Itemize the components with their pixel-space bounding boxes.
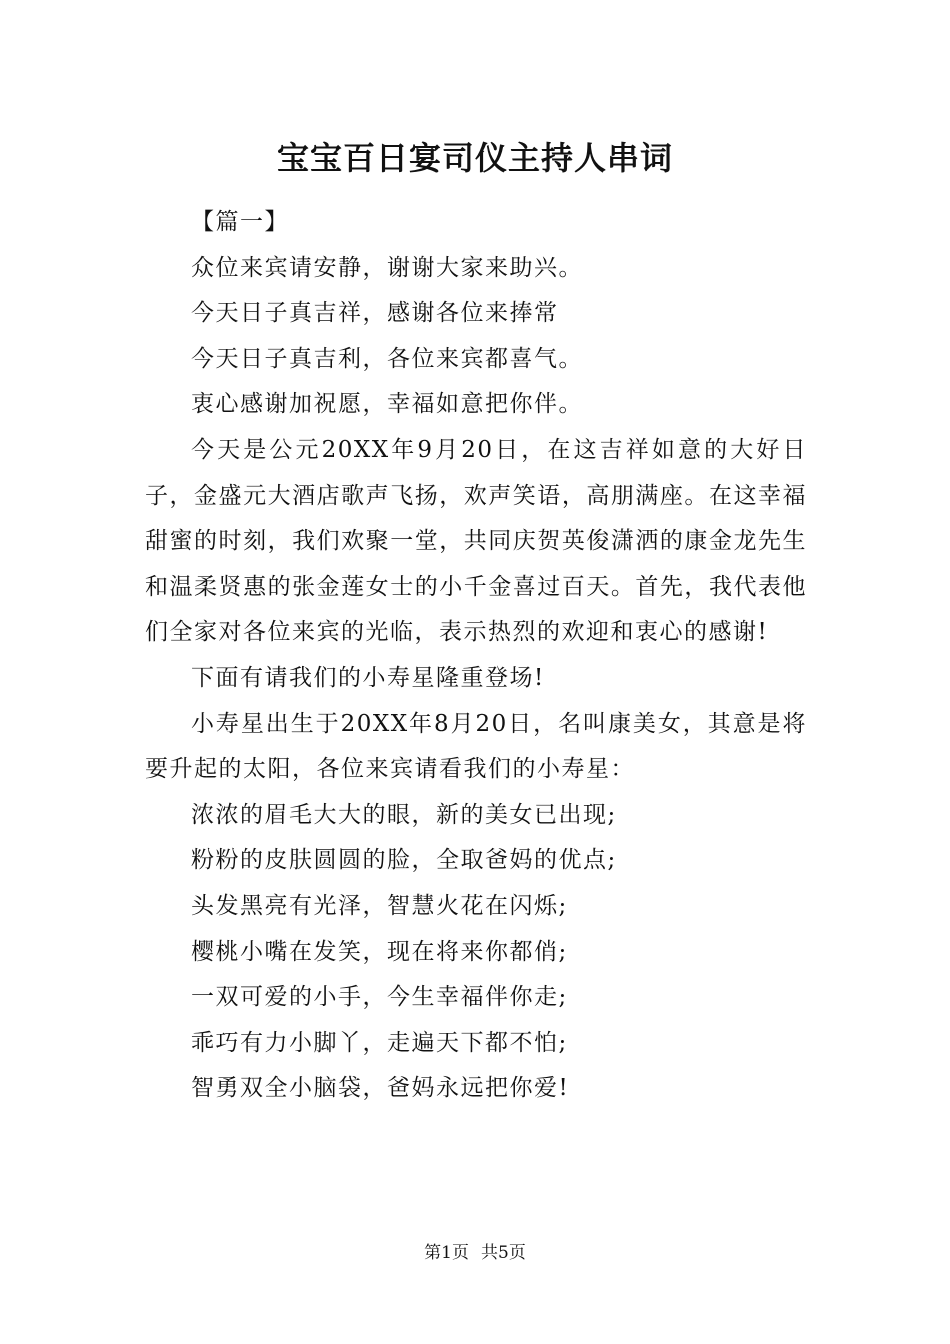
poem-line: 头发黑亮有光泽，智慧火花在闪烁; — [191, 892, 568, 919]
poem-line: 一双可爱的小手，今生幸福伴你走; — [191, 984, 568, 1011]
paragraph: 衷心感谢加祝愿，幸福如意把你伴。 — [191, 391, 583, 418]
page-total: 共5页 — [481, 1243, 526, 1263]
document-body — [145, 200, 807, 1112]
page-number: 第1页 — [424, 1243, 469, 1263]
poem-line: 浓浓的眉毛大大的眼，新的美女已出现; — [191, 801, 617, 828]
paragraph: 下面有请我们的小寿星隆重登场! — [191, 664, 545, 691]
paragraph: 今天是公元20XX年9月20日，在这吉祥如意的大好日子，金盛元大酒店歌声飞扬，欢声笑语，高朋满座。在这幸福甜蜜的时刻，我们欢聚一堂，共同庆贺英俊潇洒的康金龙先生和温柔贤惠的张金莲女士的小千金喜过百天。首先，我代表他们全家对各位来宾的光临，表示热烈的欢迎和衷心的感谢! — [145, 436, 807, 646]
poem-line: 智勇双全小脑袋，爸妈永远把你爱! — [191, 1075, 570, 1102]
poem-line: 乖巧有力小脚丫，走遍天下都不怕; — [191, 1029, 568, 1056]
poem-line: 粉粉的皮肤圆圆的脸，全取爸妈的优点; — [191, 847, 617, 874]
section-heading: 【篇一】 — [191, 209, 289, 235]
page-footer — [0, 1241, 950, 1265]
paragraph: 今天日子真吉利，各位来宾都喜气。 — [191, 345, 583, 372]
paragraph: 今天日子真吉祥，感谢各位来捧常 — [191, 300, 559, 327]
document-title: 宝宝百日宴司仪主持人串词 — [276, 139, 673, 177]
paragraph: 众位来宾请安静，谢谢大家来助兴。 — [191, 254, 583, 281]
poem-line: 樱桃小嘴在发笑，现在将来你都俏; — [191, 938, 568, 965]
paragraph: 小寿星出生于20XX年8月20日，名叫康美女，其意是将要升起的太阳，各位来宾请看我们的小寿星： — [145, 710, 807, 783]
